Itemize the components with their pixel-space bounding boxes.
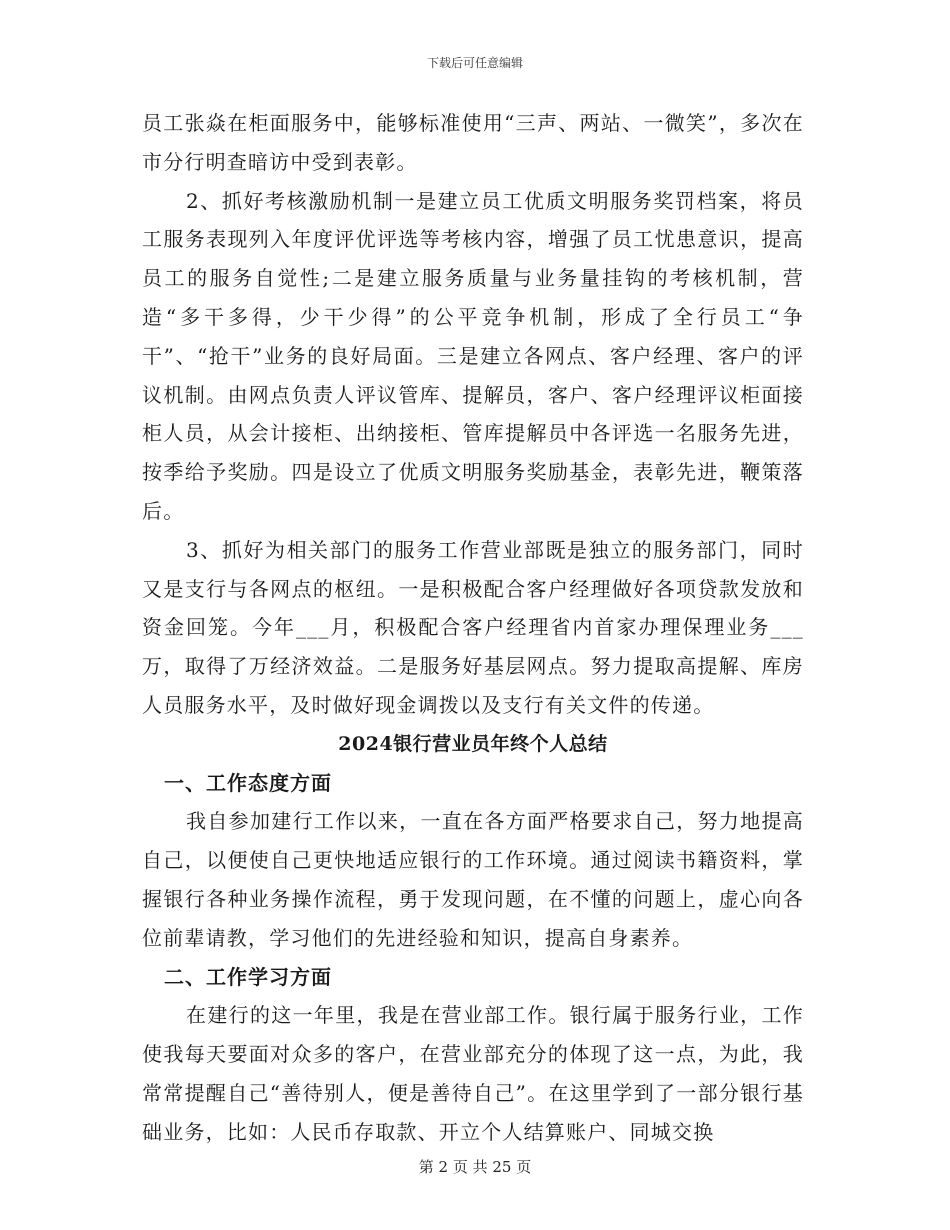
paragraph-service-departments: 3、抓好为相关部门的服务工作营业部既是独立的服务部门，同时又是支行与各网点的枢纽。一是积极配合客户经理做好各项贷款发放和资金回笼。今年___月，积极配合客户经理省内首家办理保理业务___万，取得了万经济效益。二是服务好基层网点。努力提取高提解、库房人员服务水平，及时做好现金调拨以及支行有关文件的传递。 — [142, 537, 804, 717]
section-heading-study: 二、工作学习方面 — [164, 964, 332, 989]
paragraph-assessment-incentives: 2、抓好考核激励机制一是建立员工优质文明服务奖罚档案，将员工服务表现列入年度评优评选等考核内容，增强了员工忧患意识，提高员工的服务自觉性;二是建立服务质量与业务量挂钩的考核机制，营造“多干多得，少干少得”的公平竞争机制，形成了全行员工“争干”、“抢干”业务的良好局面。三是建立各网点、客户经理、客户的评议机制。由网点负责人评议管库、提解员，客户、客户经理评议柜面接柜人员，从会计接柜、出纳接柜、管库提解员中各评选一名服务先进，按季给予奖励。四是设立了优质文明服务奖励基金，表彰先进，鞭策落后。 — [142, 188, 804, 523]
page-header-note: 下载后可任意编辑 — [426, 56, 523, 70]
document-title: 2024银行营业员年终个人总结 — [338, 732, 608, 755]
paragraph-study: 在建行的这一年里，我是在营业部工作。银行属于服务行业，工作使我每天要面对众多的客户，在营业部充分的体现了这一点，为此，我常常提醒自己“善待别人，便是善待自己”。在这里学到了一部分银行基础业务，比如：人民币存取款、开立个人结算账户、同城交换 — [142, 1003, 804, 1144]
page-number: 第 2 页 共 25 页 — [418, 1158, 532, 1176]
paragraph-attitude: 我自参加建行工作以来，一直在各方面严格要求自己，努力地提高自己，以便使自己更快地适应银行的工作环境。通过阅读书籍资料，掌握银行各种业务操作流程，勇于发现问题，在不懂的问题上，虚心向各位前辈请教，学习他们的先进经验和知识，提高自身素养。 — [142, 809, 804, 950]
paragraph-continuation: 员工张焱在柜面服务中，能够标准使用“三声、两站、一微笑”，多次在市分行明查暗访中受到表彰。 — [142, 111, 804, 174]
section-heading-attitude: 一、工作态度方面 — [164, 770, 332, 795]
document-body — [142, 104, 804, 1152]
